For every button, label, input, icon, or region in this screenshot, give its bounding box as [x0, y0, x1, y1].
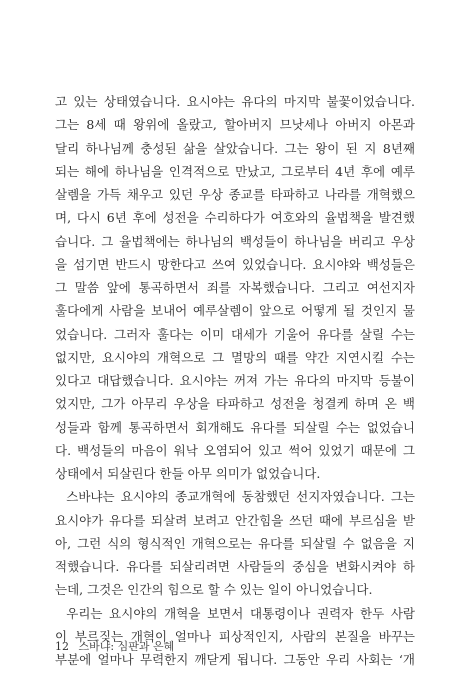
text-line: 습니다. 그 율법책에는 하나님의 백성들이 하나님을 버리고 우상: [55, 233, 415, 249]
text-line: 는데, 그것은 인간의 힘으로 할 수 있는 일이 아니었습니다.: [55, 582, 373, 598]
text-line: 부분에 얼마나 무력한지 깨닫게 됩니다. 그동안 우리 사회는 ‘개: [55, 652, 415, 667]
text-line: 우리는 요시야의 개혁을 보면서 대통령이나 권력자 한두 사람: [66, 605, 415, 621]
text-line: 요시야가 유다를 되살려 보려고 안간힘을 쓰던 때에 부르심을 받: [55, 512, 415, 528]
text-line: 이 부르짖는 개혁이 얼마나 피상적인지, 사람의 본질을 바꾸는: [55, 628, 415, 644]
body-text: [55, 90, 415, 671]
text-line: 며, 다시 6년 후에 성전을 수리하다가 여호와의 율법책을 발견했: [55, 210, 415, 226]
text-line: 다. 백성들의 마음이 워낙 오염되어 있고 썩어 있었기 때문에 그: [55, 442, 415, 458]
text-line: 을 섬기면 반드시 망한다고 쓰여 있었습니다. 요시야와 백성들은: [55, 256, 415, 272]
text-line: 달리 하나님께 충성된 삶을 살았습니다. 그는 왕이 된 지 8년째: [55, 140, 415, 156]
text-line: 그 말씀 앞에 통곡하면서 죄를 자복했습니다. 그리고 여선지자: [55, 280, 415, 295]
text-line: 아, 그런 식의 형식적인 개혁으로는 유다를 되살릴 수 없음을 지: [55, 535, 415, 551]
text-line: 스바냐는 요시야의 종교개혁에 동참했던 선지자였습니다. 그는: [66, 489, 415, 505]
text-line: 그는 8세 때 왕위에 올랐고, 할아버지 므낫세나 아버지 아몬과: [55, 117, 415, 133]
text-line: 상태에서 되살린다 한들 아무 의미가 없었습니다.: [55, 466, 321, 481]
page-footer: [55, 638, 174, 654]
text-line: 고 있는 상태였습니다. 요시야는 유다의 마지막 불꽃이었습니다.: [55, 94, 415, 109]
text-line: 있다고 대답했습니다. 요시야는 꺼져 가는 유다의 마지막 등불이: [55, 373, 415, 388]
text-line: 훌다에게 사람을 보내어 예루살렘이 앞으로 어떻게 될 것인지 물: [55, 303, 415, 319]
page-number: 12: [55, 640, 69, 653]
text-line: 살렘을 가득 채우고 있던 우상 종교를 타파하고 나라를 개혁했으: [55, 187, 415, 202]
text-line: 었습니다. 그러자 훌다는 이미 대세가 기울어 유다를 살릴 수는: [55, 326, 415, 342]
text-line: 없지만, 요시야의 개혁으로 그 멸망의 때를 약간 지연시킬 수는: [55, 349, 415, 365]
text-line: 성들과 함께 통곡하면서 회개해도 유다를 되살릴 수는 없었습니: [55, 419, 415, 435]
running-title: 스바냐: 심판과 은혜: [78, 640, 175, 653]
text-line: 었지만, 그가 아무리 우상을 타파하고 성전을 청결케 하며 온 백: [55, 396, 415, 412]
text-line: 적했습니다. 유다를 되살리려면 사람들의 중심을 변화시켜야 하: [55, 559, 415, 574]
text-line: 되는 해에 하나님을 인격적으로 만났고, 그로부터 4년 후에 예루: [55, 163, 415, 179]
